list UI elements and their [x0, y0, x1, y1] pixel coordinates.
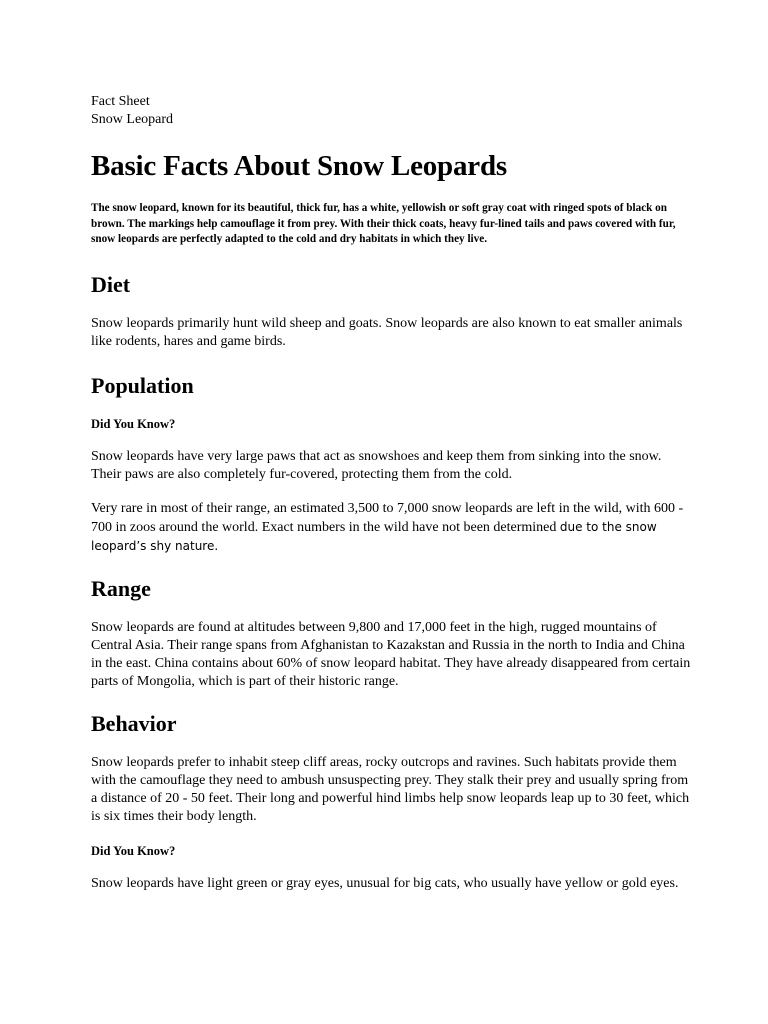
header-subject: Snow Leopard [91, 112, 174, 127]
section-heading-population: Population [91, 372, 194, 398]
population-paragraph-2 [91, 500, 691, 556]
page-title: Basic Facts About Snow Leopards [91, 150, 507, 182]
section-heading-diet: Diet [91, 271, 131, 297]
behavior-paragraph-2: Snow leopards have light green or gray eyes, unusual for big cats, who usually have yellow or gold eyes. [91, 875, 679, 891]
population-paragraph-2-main: Very rare in most of their range, an estimated 3,500 to 7,000 snow leopards are left in the wild, with 600 - 700 in zoos around the world. Exact numbers in the wild have not been determined [91, 500, 684, 535]
section-heading-range: Range [91, 575, 151, 601]
diet-paragraph: Snow leopards primarily hunt wild sheep and goats. Snow leopards are also known to eat smaller animals like rodents, hares and game birds. [91, 315, 683, 349]
population-paragraph-2-tail: due to the snow leopard’s shy nature. [91, 519, 657, 553]
header-fact-sheet: Fact Sheet [91, 94, 150, 109]
behavior-paragraph-1: Snow leopards prefer to inhabit steep cliff areas, rocky outcrops and ravines. Such habitats provide them with the camouflage they need to ambush unsuspecting prey. They stalk their prey and usually spring from a distance of 20 - 50 feet. Their long and powerful hind limbs help snow leopards leap up to 30 feet, which is six times their body length. [91, 754, 690, 824]
did-you-know-behavior: Did You Know? [91, 843, 176, 858]
section-heading-behavior: Behavior [91, 710, 177, 736]
did-you-know-population: Did You Know? [91, 416, 176, 431]
intro-paragraph: The snow leopard, known for its beautiful, thick fur, has a white, yellowish or soft gray coat with ringed spots of black on brown. The markings help camouflage it from prey. With their thick coats, heavy fur-lined tails and paws covered with fur, snow leopards are perfectly adapted to the cold and dry habitats in which they live. [91, 202, 676, 245]
document-page [91, 93, 691, 893]
population-paragraph-1: Snow leopards have very large paws that act as snowshoes and keep them from sinking into the snow. Their paws are also completely fur-covered, protecting them from the cold. [91, 448, 662, 482]
range-paragraph: Snow leopards are found at altitudes between 9,800 and 17,000 feet in the high, rugged mountains of Central Asia. Their range spans from Afghanistan to Kazakstan and Russia in the north to India and China in the east. China contains about 60% of snow leopard habitat. They have already disappeared from certain parts of Mongolia, which is part of their historic range. [91, 619, 691, 689]
